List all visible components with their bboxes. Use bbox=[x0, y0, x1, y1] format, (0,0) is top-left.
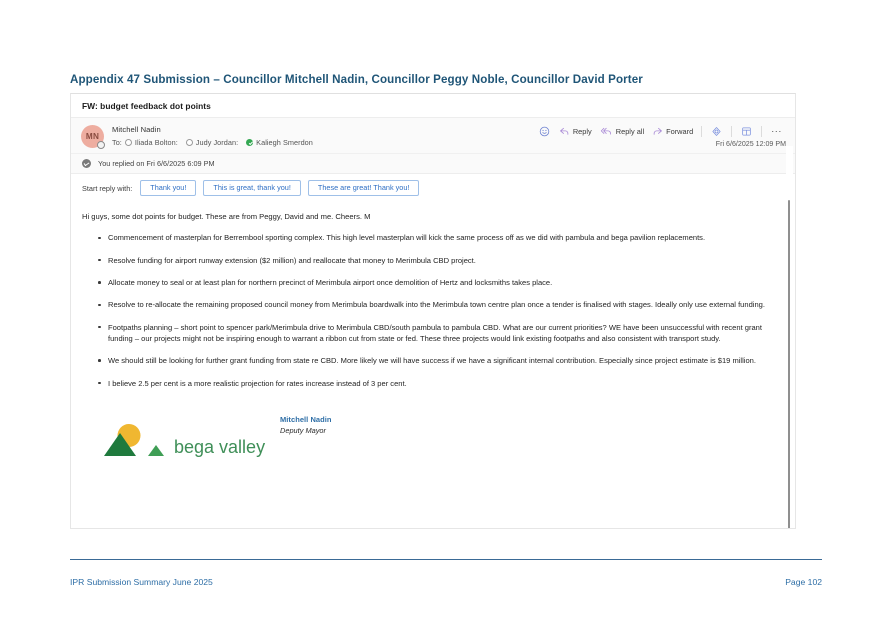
presence-unknown-icon bbox=[186, 139, 193, 146]
presence-available-icon bbox=[246, 139, 253, 146]
list-item: Resolve to re-allocate the remaining proposed council money from Merimbula boardwalk into the Merimbula town centre plan once a tender is finalised with stages. Ideally only use external funding. bbox=[108, 299, 773, 310]
body-intro: Hi guys, some dot points for budget. These are from Peggy, David and me. Cheers. M bbox=[82, 212, 371, 222]
pin-icon[interactable] bbox=[706, 125, 727, 138]
reply-all-button[interactable] bbox=[596, 125, 648, 138]
email-signature bbox=[82, 415, 773, 473]
list-item: I believe 2.5 per cent is a more realistic projection for rates increase instead of 3 per cent. bbox=[108, 378, 773, 389]
list-item: We should still be looking for further grant funding from state re CBD. More likely we will have success if we have a significant internal contribution. Especially since project estimate is $19 million. bbox=[108, 355, 773, 366]
suggested-reply-chip-3[interactable]: These are great! Thank you! bbox=[308, 180, 420, 196]
bega-valley-logo bbox=[96, 421, 268, 463]
body-bullet-list bbox=[82, 232, 773, 389]
avatar[interactable] bbox=[81, 125, 104, 148]
list-item: Resolve funding for airport runway extension ($2 million) and reallocate that money to Merimbula CBD project. bbox=[108, 255, 773, 266]
suggested-reply-chip-1[interactable]: Thank you! bbox=[140, 180, 196, 196]
toolbar-divider bbox=[761, 126, 762, 137]
sender-name: Mitchell Nadin bbox=[112, 125, 161, 134]
recipient-name: Iliada Bolton: bbox=[134, 138, 178, 147]
forward-button[interactable] bbox=[648, 125, 697, 138]
email-message-card bbox=[70, 93, 796, 529]
presence-unknown-icon bbox=[125, 139, 132, 146]
toolbar-divider bbox=[731, 126, 732, 137]
footer-page-number: Page 102 bbox=[785, 577, 822, 587]
footer-left-text: IPR Submission Summary June 2025 bbox=[70, 577, 213, 587]
reply-all-label: Reply all bbox=[615, 127, 645, 136]
replied-check-icon bbox=[82, 159, 91, 168]
recipient-list bbox=[112, 138, 321, 147]
reply-button[interactable] bbox=[555, 125, 596, 138]
suggested-reply-chip-2[interactable]: This is great, thank you! bbox=[203, 180, 300, 196]
replied-status-bar bbox=[71, 154, 795, 174]
list-item: Commencement of masterplan for Berrembool sporting complex. This high level masterplan will kick the same process off as we did with pambula and bega pavilion replacements. bbox=[108, 232, 773, 243]
to-label: To: bbox=[112, 138, 122, 147]
more-options-button[interactable]: ··· bbox=[771, 126, 782, 136]
sender-meta bbox=[112, 124, 321, 147]
email-subject: FW: budget feedback dot points bbox=[82, 100, 211, 111]
message-timestamp: Fri 6/6/2025 12:09 PM bbox=[715, 140, 786, 148]
forward-label: Forward bbox=[666, 127, 694, 136]
list-item: Allocate money to seal or at least plan for northern precinct of Merimbula airport once demolition of Hertz and locksmiths takes place. bbox=[108, 277, 773, 288]
signature-text bbox=[280, 415, 332, 435]
list-item: Footpaths planning – short point to spencer park/Merimbula drive to Merimbula CBD/south pambula to pambula CBD. What are our current priorities? WE have been unsuccessful with recent grant funding – our projects might not be inspiring enough to warrant a ribbon cut from state or fed. These three projects would link existing footpaths and also consistent with transport study. bbox=[108, 322, 773, 345]
body-scrollbar-track[interactable] bbox=[786, 146, 793, 525]
signature-name: Mitchell Nadin bbox=[280, 414, 332, 424]
footer-divider bbox=[70, 559, 822, 560]
page-title: Appendix 47 Submission – Councillor Mitchell Nadin, Councillor Peggy Noble, Councillor David Porter bbox=[70, 73, 643, 86]
recipient-item[interactable] bbox=[246, 138, 313, 147]
presence-badge-icon bbox=[97, 141, 105, 149]
recipient-item[interactable] bbox=[125, 138, 178, 147]
suggested-replies-label: Start reply with: bbox=[82, 183, 133, 193]
suggested-replies-bar bbox=[71, 174, 795, 203]
recipient-name: Kaliegh Smerdon bbox=[256, 138, 313, 147]
table-icon[interactable] bbox=[736, 125, 757, 138]
email-body bbox=[71, 203, 795, 473]
toolbar-divider bbox=[701, 126, 702, 137]
recipient-name: Judy Jordan: bbox=[195, 138, 239, 147]
message-toolbar bbox=[534, 125, 787, 138]
body-scrollbar-thumb[interactable] bbox=[788, 200, 791, 529]
signature-role: Deputy Mayor bbox=[280, 425, 327, 435]
page-footer bbox=[70, 577, 822, 587]
avatar-initials: MN bbox=[81, 125, 104, 148]
replied-status-text: You replied on Fri 6/6/2025 6:09 PM bbox=[98, 159, 215, 168]
react-emoji-button[interactable] bbox=[534, 125, 555, 138]
email-header bbox=[71, 118, 795, 154]
svg-text:bega valley: bega valley bbox=[174, 436, 266, 457]
reply-label: Reply bbox=[572, 127, 592, 136]
recipient-item[interactable] bbox=[186, 138, 238, 147]
email-subject-bar bbox=[71, 94, 795, 118]
